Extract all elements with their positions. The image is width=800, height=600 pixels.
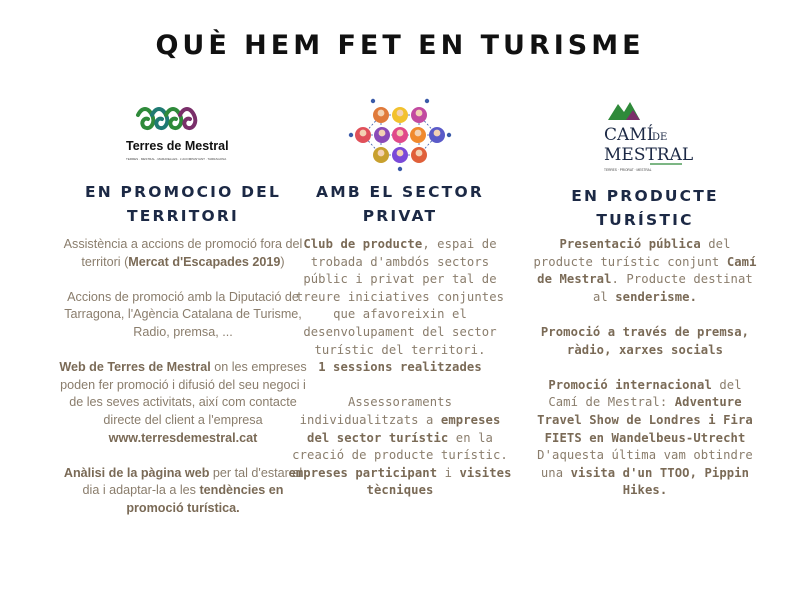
text-bold: empreses participant [288, 465, 438, 480]
logo-text: CAMÍ [604, 125, 654, 145]
paragraph [285, 394, 515, 500]
logo-tagline: TERRES · MESTRAL · MARAVELLES · L'ACOMPANYANT · TARRAGONA [126, 157, 227, 161]
heading-promocio [58, 180, 308, 228]
logo-text: Terres de Mestral [126, 139, 229, 153]
text-bold: Presentació pública [559, 237, 701, 251]
text-bold: 1 sessions realitzades [318, 360, 482, 375]
website-link[interactable]: www.terresdemestral.cat [108, 430, 258, 445]
text: del Camí de Mestral: [548, 377, 742, 410]
paragraph: Accions de promoció amb la Diputació de Tarragona, l'Agència Catalana de Turisme, Radio, premsa, ... [64, 289, 302, 339]
text-bold: tendències en promoció turística. [126, 483, 284, 515]
text-bold: Adventure Travel Show de Londres i Fira FIETS en Wandelbeus-Utrecht [537, 395, 753, 445]
body-producte [530, 236, 760, 518]
text-bold: Mercat d'Escapades 2019 [128, 254, 281, 269]
paragraph [58, 465, 308, 518]
wave-icon [138, 109, 153, 128]
connector-dot-icon [398, 167, 402, 171]
text: Assistència a accions de promoció fora del territori ( [63, 237, 303, 269]
paragraph [530, 236, 760, 306]
text-bold: Anàlisi de la pàgina web [63, 465, 210, 480]
heading-line: EN PROMOCIO DEL [84, 183, 282, 201]
text-bold: Web de Terres de Mestral [59, 360, 211, 375]
text-bold: empreses del sector turístic [307, 412, 501, 445]
connector-dot-icon [349, 133, 353, 137]
terres-de-mestral-logo [122, 105, 229, 167]
heading-line: AMB EL SECTOR [316, 183, 484, 201]
text-bold: Camí de Mestral [537, 254, 757, 287]
text: D'aquesta última vam obtindre una [537, 448, 753, 480]
heading-line: TURÍSTIC [596, 211, 694, 229]
network-people-icon [345, 97, 455, 171]
paragraph [530, 324, 760, 359]
text-bold: Club de producte [303, 237, 423, 251]
text: ) [280, 254, 285, 269]
page-title: QUÈ HEM FET EN TURISME [155, 30, 645, 61]
heading-line: PRIVAT [362, 207, 438, 225]
text-bold: visites tècniques [366, 465, 512, 498]
logo-text: DE [652, 132, 668, 143]
text: en la creació de producte turístic. [292, 430, 508, 463]
connector-dot-icon [447, 133, 451, 137]
paragraph [285, 236, 515, 377]
text: , espai de trobada d'ambdós sectors públic i privat per tal de treure iniciatives conjuntes que afavoreixin el desenvolupament del sector turístic del territori. [295, 237, 505, 357]
body-promocio [58, 236, 308, 535]
paragraph [58, 236, 308, 271]
text: . Producte destinat al [592, 272, 753, 304]
logo-text: MESTRAL [604, 145, 694, 165]
connector-dot-icon [425, 99, 429, 103]
heading-line: TERRITORI [126, 207, 240, 225]
text: i [437, 465, 460, 480]
text-bold: Promoció a través de premsa, ràdio, xarxes socials [540, 324, 750, 357]
heading-line: EN PRODUCTE [571, 187, 719, 205]
paragraph [58, 359, 308, 447]
text: del producte turístic conjunt [533, 237, 731, 269]
cami-de-mestral-logo [600, 98, 694, 176]
paragraph [530, 377, 760, 500]
text: Assessoraments individualitzats a [299, 395, 453, 427]
text-bold: visita d'un TTOO, Pippin Hikes. [570, 465, 750, 498]
heading-sector-privat [285, 180, 515, 228]
heading-producte [530, 184, 760, 232]
text-bold: Promoció internacional [548, 377, 712, 392]
text-bold: senderisme. [615, 289, 698, 304]
connector-dot-icon [371, 99, 375, 103]
logo-tagline: TERRES · PRIORAT · MESTRAL [604, 168, 652, 172]
text: per tal d'estar al dia i adaptar-la a les [82, 465, 303, 498]
text: on les empreses poden fer promoció i difusió del seu negoci i de les seves activitats, així com contacte directe del client a l'empresa [60, 360, 307, 427]
body-sector-privat [285, 236, 515, 518]
